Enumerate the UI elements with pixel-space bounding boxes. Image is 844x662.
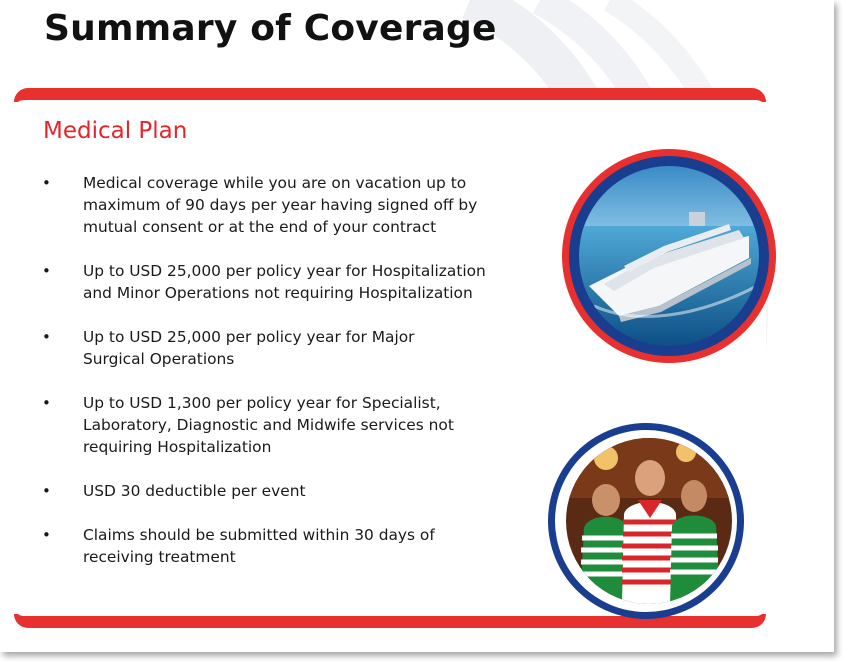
slide-title: Summary of Coverage	[44, 8, 497, 49]
bullet-line: receiving treatment	[83, 548, 236, 566]
bullet-item	[40, 392, 530, 458]
bullet-dot-icon: •	[42, 174, 51, 192]
bullet-dot-icon: •	[42, 526, 51, 544]
bullet-line: Medical coverage while you are on vacation up to	[83, 174, 467, 192]
bullet-line: maximum of 90 days per year having signed off by	[83, 196, 478, 214]
cruise-ship-image	[579, 166, 759, 346]
bullet-line: Up to USD 25,000 per policy year for Hospitalization	[83, 262, 486, 280]
bullet-item	[40, 260, 530, 304]
bullet-line: Claims should be submitted within 30 days of	[83, 526, 435, 544]
bullet-line: Up to USD 25,000 per policy year for Major	[83, 328, 415, 346]
bullet-dot-icon: •	[42, 328, 51, 346]
bullet-line: USD 30 deductible per event	[83, 482, 306, 500]
crew-members-image	[566, 438, 732, 604]
bullet-dot-icon: •	[42, 482, 51, 500]
bullet-line: Laboratory, Diagnostic and Midwife services not	[83, 416, 454, 434]
bullet-item	[40, 524, 530, 568]
bullet-dot-icon: •	[42, 394, 51, 412]
bullet-line: Surgical Operations	[83, 350, 235, 368]
bullet-line: Up to USD 1,300 per policy year for Specialist,	[83, 394, 441, 412]
bullet-item	[40, 480, 530, 502]
bullet-dot-icon: •	[42, 262, 51, 280]
bullet-item	[40, 326, 530, 370]
bullet-list	[40, 172, 530, 590]
bullet-line: and Minor Operations not requiring Hospitalization	[83, 284, 473, 302]
bullet-line: mutual consent or at the end of your contract	[83, 218, 437, 236]
bullet-item	[40, 172, 530, 238]
section-heading: Medical Plan	[43, 118, 188, 144]
bullet-line: requiring Hospitalization	[83, 438, 272, 456]
